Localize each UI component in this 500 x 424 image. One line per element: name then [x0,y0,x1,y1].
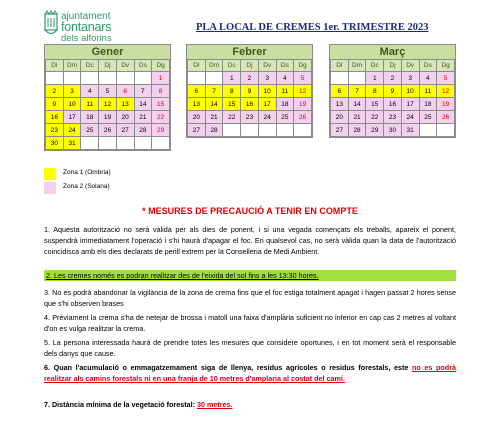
calendar-day: 18 [276,98,294,111]
calendar-day: 28 [348,124,366,137]
calendar-empty-cell [331,72,349,85]
weekday-header: Dg [437,60,455,72]
calendar-empty-cell [241,124,259,137]
calendar-day: 3 [258,72,276,85]
calendar-day: 20 [116,111,134,124]
calendar-day: 24 [258,111,276,124]
calendar-day: 14 [205,98,223,111]
calendar-day: 3 [63,85,81,98]
calendar-day: 17 [63,111,81,124]
calendar-day: 2 [46,85,64,98]
calendar-day: 6 [188,85,206,98]
calendar-day: 14 [134,98,152,111]
calendar-empty-cell [419,124,437,137]
calendar-day: 8 [152,85,170,98]
calendar-day: 25 [81,124,99,137]
calendar-empty-cell [188,72,206,85]
calendar-january [44,44,171,151]
weekday-header: Ds [134,60,152,72]
calendar-day: 4 [276,72,294,85]
municipal-logo [44,10,144,44]
calendar-day: 21 [205,111,223,124]
weekday-header: Dj [384,60,402,72]
legend-swatch-zone-2 [44,182,56,194]
weekday-header: Dc [81,60,99,72]
calendar-day: 23 [46,124,64,137]
calendar-february [186,44,313,138]
legend-swatch-zone-1 [44,168,56,180]
calendar-day: 29 [152,124,170,137]
calendar-day: 18 [419,98,437,111]
calendar-day: 1 [223,72,241,85]
weekday-header: Dm [205,60,223,72]
calendar-day: 25 [276,111,294,124]
calendar-day: 27 [331,124,349,137]
calendar-day: 10 [63,98,81,111]
calendar-day: 18 [81,111,99,124]
weekday-header: Dl [188,60,206,72]
legend-label-zone-1: Zona 1 (Ombria) [63,169,111,176]
calendar-day: 16 [46,111,64,124]
calendar-empty-cell [223,124,241,137]
logo-line-3: dels alforins [61,33,112,44]
weekday-header: Dj [241,60,259,72]
calendar-empty-cell [348,72,366,85]
weekday-header: Ds [419,60,437,72]
calendar-day: 9 [384,85,402,98]
calendar-day: 2 [241,72,259,85]
calendar-day: 9 [241,85,259,98]
weekday-header: Ds [276,60,294,72]
calendar-day: 11 [81,98,99,111]
calendar-day: 20 [331,111,349,124]
calendar-empty-cell [152,137,170,150]
calendar-day: 13 [331,98,349,111]
calendar-day: 13 [188,98,206,111]
calendar-day: 5 [294,72,312,85]
weekday-header: Dv [401,60,419,72]
calendar-day: 20 [188,111,206,124]
precautions-heading: * MESURES DE PRECAUCIÓ A TENIR EN COMPTE [142,206,358,216]
calendar-day: 11 [419,85,437,98]
calendar-day: 30 [46,137,64,150]
calendar-day: 12 [99,98,117,111]
calendar-day: 24 [63,124,81,137]
calendar-day: 26 [294,111,312,124]
calendar-day: 30 [384,124,402,137]
calendar-empty-cell [276,124,294,137]
calendar-day: 23 [384,111,402,124]
weekday-header: Dg [294,60,312,72]
calendar-day: 21 [348,111,366,124]
calendar-day: 28 [205,124,223,137]
logo-line-1: ajuntament [61,11,111,22]
calendar-empty-cell [46,72,64,85]
month-header: Gener [45,45,170,59]
calendar-day: 12 [437,85,455,98]
calendar-empty-cell [134,137,152,150]
calendar-empty-cell [134,72,152,85]
calendar-empty-cell [205,72,223,85]
calendar-day: 9 [46,98,64,111]
calendar-day: 22 [223,111,241,124]
calendar-day: 15 [152,98,170,111]
calendar-day: 17 [401,98,419,111]
measure-2 [44,270,456,281]
measure-7-value: 30 metres. [197,400,233,409]
calendar-day: 15 [223,98,241,111]
weekday-header: Dc [366,60,384,72]
measure-4: 4. Prèviament la crema s'ha de netejar de brossa i matoll una faixa d'amplària suficient no inferior en cap cas 2 metres al voltant d'on es vulga realitzar la crema. [44,313,456,333]
calendar-day: 5 [437,72,455,85]
calendar-day: 4 [81,85,99,98]
weekday-header: Dm [63,60,81,72]
month-header: Febrer [187,45,312,59]
calendar-day: 24 [401,111,419,124]
calendar-day: 29 [366,124,384,137]
calendar-empty-cell [81,137,99,150]
calendar-day: 10 [401,85,419,98]
legend-label-zone-2: Zona 2 (Solana) [63,183,110,190]
calendar-empty-cell [81,72,99,85]
calendar-day: 31 [401,124,419,137]
measure-3: 3. No es podrà abandonar la vigilància de la zona de crema fins que el foc estiga totalment apagat i hagen passat 2 hores sense que s'hi observen brases [44,288,456,308]
calendar-march [329,44,456,138]
calendar-day: 15 [366,98,384,111]
weekday-header: Dv [116,60,134,72]
logo-line-2: fontanars [61,20,112,34]
measure-7-text: 7. Distància mínima de la vegetació forestal: [44,400,195,409]
calendar-day: 19 [99,111,117,124]
calendar-day: 25 [419,111,437,124]
calendar-day: 16 [241,98,259,111]
calendar-day: 5 [99,85,117,98]
calendar-day: 21 [134,111,152,124]
weekday-header: Dm [348,60,366,72]
calendar-day: 22 [366,111,384,124]
calendar-day: 14 [348,98,366,111]
calendar-day: 8 [223,85,241,98]
calendar-day: 16 [384,98,402,111]
document-title: PLA LOCAL DE CREMES 1er. TRIMESTRE 2023 [196,22,429,33]
calendar-day: 27 [188,124,206,137]
calendar-day: 26 [437,111,455,124]
measure-7 [44,399,456,410]
weekday-header: Dv [258,60,276,72]
calendar-day: 6 [331,85,349,98]
calendar-empty-cell [437,124,455,137]
calendar-day: 3 [401,72,419,85]
calendar-day: 27 [116,124,134,137]
measure-6-text: 6. Quan l'acumulació o emmagatzemament siga de llenya, residus agrícoles o residus forestals, este [44,363,409,372]
weekday-header: Dg [152,60,170,72]
weekday-header: Dl [46,60,64,72]
calendar-day: 7 [134,85,152,98]
weekday-header: Dl [331,60,349,72]
calendar-empty-cell [99,72,117,85]
calendar-day: 19 [437,98,455,111]
calendar-empty-cell [116,137,134,150]
calendar-day: 4 [419,72,437,85]
calendar-empty-cell [294,124,312,137]
calendar-day: 26 [99,124,117,137]
calendar-day: 6 [116,85,134,98]
calendar-empty-cell [258,124,276,137]
calendar-day: 7 [348,85,366,98]
calendar-day: 12 [294,85,312,98]
calendar-day: 13 [116,98,134,111]
calendar-empty-cell [116,72,134,85]
calendar-empty-cell [99,137,117,150]
month-header: Març [330,45,455,59]
calendar-day: 7 [205,85,223,98]
calendar-day: 2 [384,72,402,85]
weekday-header: Dc [223,60,241,72]
measure-1: 1. Aquesta autorització no serà vàlida per als dies de ponent, i si una vegada començats els treballs, apareix el ponent, suspendrà immediatament l'operació i s'hi haurà d'apagar el foc. En qualsevol cas, no serà vàlida quan la data de l'autorització coincidisca amb els dies declarats de perill extrem per la Conselleria de Medi Ambient. [44,225,456,256]
calendar-day: 19 [294,98,312,111]
measure-6-highlight: no es podrà realitzar als camins forestals ni en una franja de 10 metres d'amplaria al costat del camí. [44,363,456,383]
calendar-day: 23 [241,111,259,124]
weekday-header: Dj [99,60,117,72]
calendar-day: 31 [63,137,81,150]
calendar-day: 1 [152,72,170,85]
calendar-empty-cell [63,72,81,85]
calendar-day: 28 [134,124,152,137]
calendar-day: 10 [258,85,276,98]
measure-2-text: 2. Les cremes només es podran realitzar des de l'eixida del sol fins a les 13:30 hores. [46,271,319,280]
coat-of-arms-icon [44,10,58,38]
calendar-day: 22 [152,111,170,124]
calendar-day: 11 [276,85,294,98]
calendar-day: 8 [366,85,384,98]
calendar-day: 17 [258,98,276,111]
measure-6 [44,362,456,384]
calendar-day: 1 [366,72,384,85]
measure-5: 5. La persona interessada haurà de prendre totes les mesures que considere oportunes, i en tot moment serà el responsable dels danys que cause. [44,338,456,358]
